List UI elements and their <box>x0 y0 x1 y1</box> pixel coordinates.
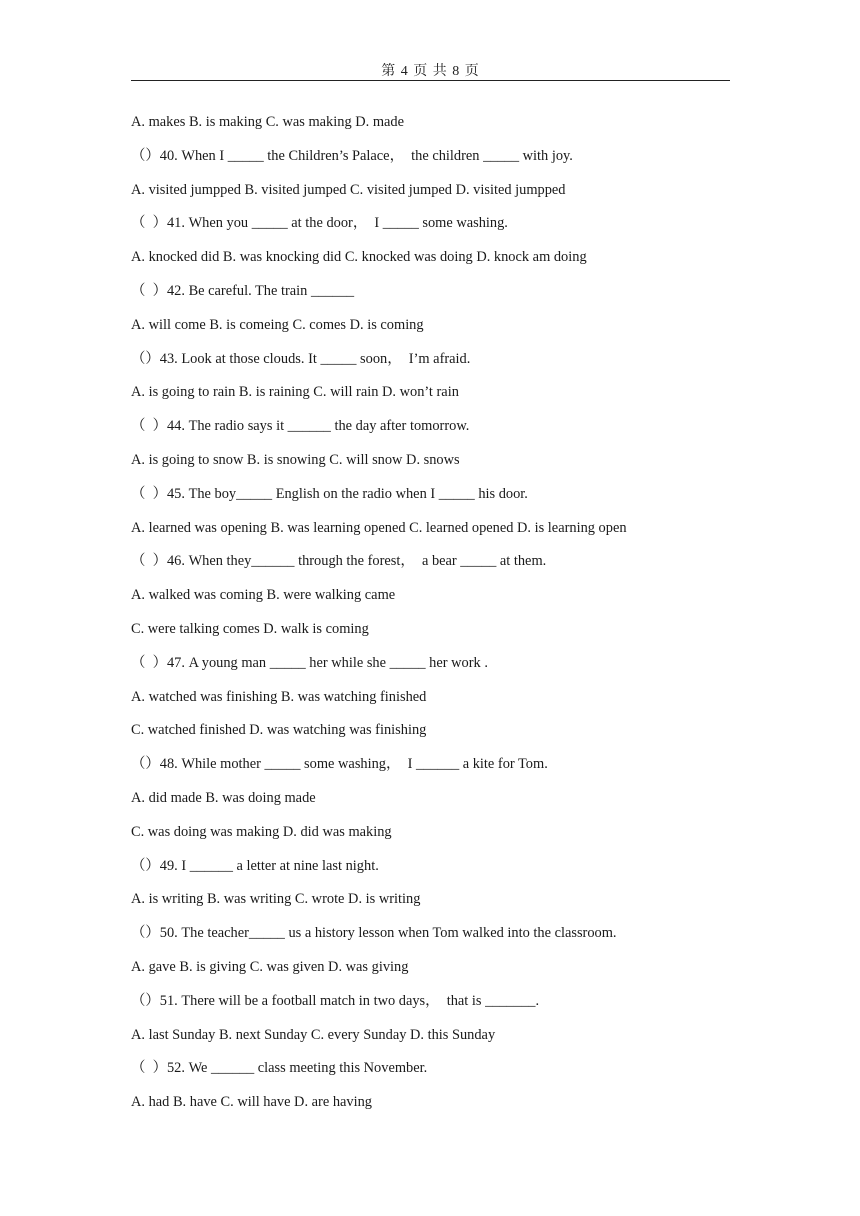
answer-options-39: A. makes B. is making C. was making D. made <box>131 114 404 130</box>
answer-options-45: A. learned was opening B. was learning opened C. learned opened D. is learning open <box>131 519 627 536</box>
answer-options-51: A. last Sunday B. next Sunday C. every Sunday D. this Sunday <box>131 1026 496 1043</box>
question-48: （）48. While mother _____ some washing， I ______ a kite for Tom. <box>131 756 548 773</box>
answer-options-40: A. visited jumpped B. visited jumped C. visited jumped D. visited jumpped <box>131 181 566 198</box>
answer-options-49: A. is writing B. was writing C. wrote D. is writing <box>131 891 421 908</box>
question-47: （ ）47. A young man _____ her while she _____ her work . <box>131 654 488 671</box>
question-45: （ ）45. The boy_____ English on the radio when I _____ his door. <box>131 485 528 502</box>
answer-options-52: A. had B. have C. will have D. are having <box>131 1094 372 1111</box>
answer-options-47-cd: C. watched finished D. was watching was finishing <box>131 722 427 739</box>
question-52: （ ）52. We ______ class meeting this November. <box>131 1060 428 1077</box>
answer-options-43: A. is going to rain B. is raining C. will rain D. won’t rain <box>131 384 459 401</box>
question-51: （）51. There will be a football match in two days， that is _______. <box>131 992 540 1009</box>
page-number-header: 第 4 页 共 8 页 <box>381 64 480 79</box>
answer-options-48-cd: C. was doing was making D. did was making <box>131 823 392 840</box>
question-50: （）50. The teacher_____ us a history lesson when Tom walked into the classroom. <box>131 925 617 942</box>
question-44: （ ）44. The radio says it ______ the day after tomorrow. <box>131 418 470 435</box>
question-list <box>131 111 771 1125</box>
question-41: （ ）41. When you _____ at the door， I _____ some washing. <box>131 215 508 232</box>
answer-options-48-ab: A. did made B. was doing made <box>131 789 316 806</box>
question-46: （ ）46. When they______ through the forest， a bear _____ at them. <box>131 553 547 570</box>
question-40: （）40. When I _____ the Children’s Palace， the children _____ with joy. <box>131 147 573 164</box>
question-42: （ ）42. Be careful. The train ______ <box>131 282 355 299</box>
header-divider <box>131 80 730 81</box>
answer-options-44: A. is going to snow B. is snowing C. will snow D. snows <box>131 451 460 468</box>
question-49: （）49. I ______ a letter at nine last night. <box>131 857 379 874</box>
answer-options-42: A. will come B. is comeing C. comes D. is coming <box>131 316 424 333</box>
answer-options-46-cd: C. were talking comes D. walk is coming <box>131 620 369 637</box>
question-43: （）43. Look at those clouds. It _____ soon， I’m afraid. <box>131 350 471 367</box>
answer-options-47-ab: A. watched was finishing B. was watching finished <box>131 688 427 705</box>
answer-options-50: A. gave B. is giving C. was given D. was giving <box>131 958 409 975</box>
answer-options-46-ab: A. walked was coming B. were walking came <box>131 587 396 604</box>
answer-options-41: A. knocked did B. was knocking did C. knocked was doing D. knock am doing <box>131 249 587 266</box>
